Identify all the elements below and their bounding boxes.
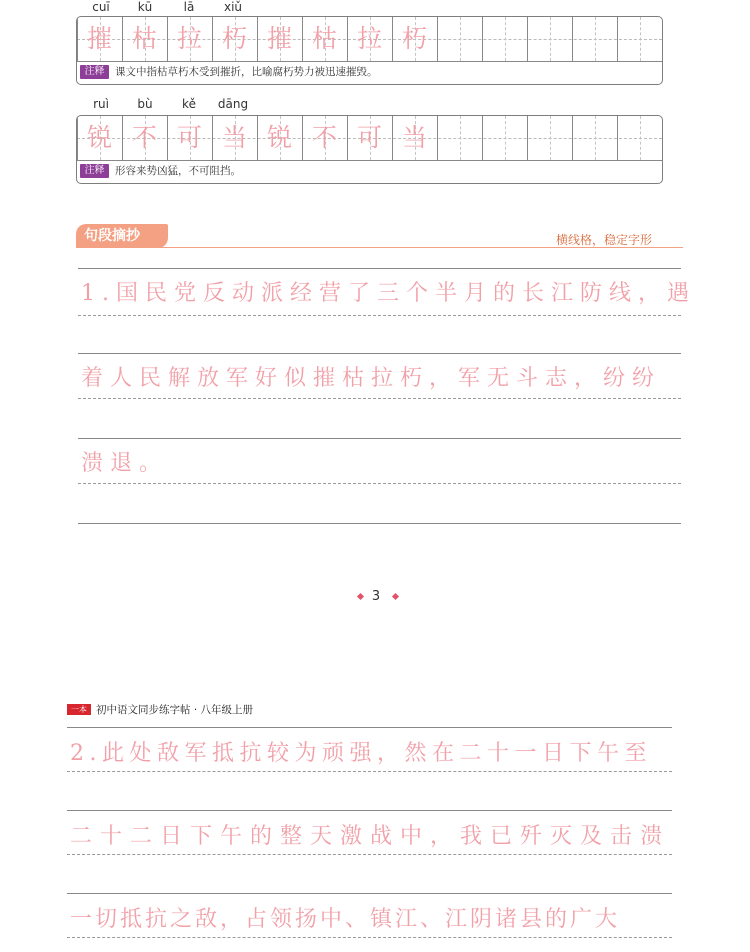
grid-line (662, 116, 663, 160)
pinyin: ruì (93, 97, 109, 111)
note-row (77, 62, 662, 83)
page-number: 3 (371, 589, 381, 604)
section-tip: 横线格，稳定字形 (556, 233, 653, 247)
grid-midline (595, 17, 596, 61)
grid-line (437, 116, 438, 160)
grid-midline (640, 17, 641, 61)
note-row (77, 161, 662, 182)
grid-line (572, 17, 573, 61)
pinyin: bù (137, 97, 153, 111)
grid-midline (505, 17, 506, 61)
trace-character: 朽 (221, 24, 247, 53)
trace-character: 摧 (266, 24, 292, 53)
grid-midline (640, 116, 641, 160)
passage-line: 溃退。 (81, 451, 169, 476)
trace-character: 当 (401, 123, 427, 152)
passage-line: 一切抵抗之敌，占领扬中、镇江、江阴诸县的广大 (70, 907, 621, 932)
section-title: 句段摘抄 (76, 224, 168, 248)
grid-line (617, 116, 618, 160)
grid-midline (550, 17, 551, 61)
note-text: 课文中指枯草朽木受到摧折，比喻腐朽势力被迅速摧毁。 (115, 66, 378, 78)
grid-line (617, 17, 618, 61)
grid-line (482, 17, 483, 61)
grid-midline (595, 116, 596, 160)
trace-character: 锐 (266, 123, 292, 152)
grid-midline (550, 116, 551, 160)
pinyin-row-1 (78, 0, 664, 16)
grid-line (482, 116, 483, 160)
trace-character: 拉 (356, 24, 382, 53)
passage-line: 二十二日下午的整天激战中，我已歼灭及击溃 (70, 824, 671, 849)
trace-character: 摧 (86, 24, 112, 53)
trace-character: 不 (311, 123, 337, 152)
passage-line: 着人民解放军好似摧枯拉朽，军无斗志，纷纷 (81, 366, 662, 391)
trace-character: 当 (221, 123, 247, 152)
grid-line (572, 116, 573, 160)
book-logo: 一本 (67, 704, 91, 715)
grid-midline (460, 116, 461, 160)
grid-line (437, 17, 438, 61)
pinyin: xiǔ (223, 0, 243, 14)
pinyin: lā (183, 0, 195, 14)
trace-character: 朽 (401, 24, 427, 53)
pinyin: kě (182, 97, 196, 111)
trace-character: 枯 (131, 24, 157, 53)
pinyin: kū (137, 0, 153, 14)
grid-line (662, 17, 663, 61)
note-tag: 注释 (80, 65, 109, 79)
note-text: 形容来势凶猛，不可阻挡。 (115, 165, 241, 177)
note-tag: 注释 (80, 164, 109, 178)
trace-character: 拉 (176, 24, 202, 53)
trace-character: 锐 (86, 123, 112, 152)
trace-character: 枯 (311, 24, 337, 53)
idiom-card-1 (76, 16, 663, 85)
pinyin-row-2 (78, 97, 664, 113)
passage-line: 2.此处敌军抵抗较为顽强，然在二十一日下午至 (70, 741, 652, 766)
trace-character: 可 (176, 123, 202, 152)
grid-midline (505, 116, 506, 160)
passage-line: 1.国民党反动派经营了三个半月的长江防线，遇 (81, 281, 696, 306)
trace-character: 不 (131, 123, 157, 152)
pinyin: cuī (92, 0, 110, 14)
pinyin: dāng (217, 97, 249, 111)
grid-line (527, 116, 528, 160)
grid-midline (460, 17, 461, 61)
idiom-card-2 (76, 115, 663, 184)
trace-character: 可 (356, 123, 382, 152)
grid-line (527, 17, 528, 61)
book-title: 初中语文同步练字帖 · 八年级上册 (96, 704, 254, 716)
